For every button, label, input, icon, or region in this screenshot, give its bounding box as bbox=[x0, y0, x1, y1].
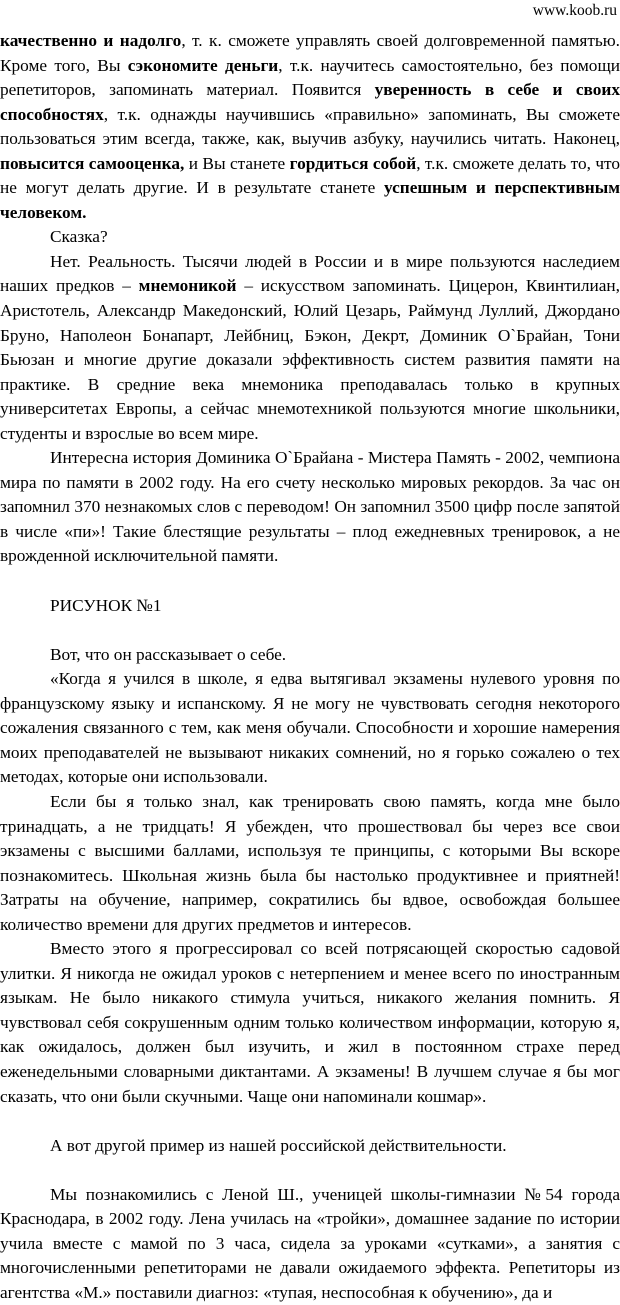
bold-phrase: повысится самооценка, bbox=[0, 153, 185, 173]
paragraph-obrien-history: Интересна история Доминика О`Брайана - Мистера Память - 2002, чемпиона мира по памяти в 2002 году. На его счету несколько мировых рекордов. За час он запомнил 370 незнакомых слов с переводом! Он запомнил 3500 цифр после запятой в числе «пи»! Такие блестящие результаты – плод ежедневных тренировок, а не врожденной исключительной памяти. bbox=[0, 448, 620, 566]
paragraph-quote-school: «Когда я учился в школе, я едва вытягивал экзамены нулевого уровня по французскому языку и испанскому. Я не могу не чувствовать сегодня некоторого сожаления связанного с тем, как меня обучали. Способности и хорошие намерения моих преподавателей не вызывают никаких сомнений, но я горько сожалею о тех методах, которые они использовали. bbox=[0, 669, 620, 787]
bold-phrase: мнемоникой bbox=[138, 276, 237, 296]
paragraph-benefits bbox=[0, 29, 620, 225]
bold-phrase: качественно и надолго bbox=[0, 31, 182, 50]
site-url-header[interactable]: www.koob.ru bbox=[532, 2, 617, 19]
bold-phrase: гордиться собой bbox=[289, 153, 417, 173]
bold-phrase: уверенность в себе и своих способностях bbox=[0, 80, 620, 124]
bold-phrase: успешным и перспективным человеком. bbox=[0, 178, 620, 222]
text-run: и Вы станете bbox=[184, 153, 290, 173]
paragraph-quote-snail: Вместо этого я прогрессировал со всей потрясающей скоростью садовой улитки. Я никогда не ожидал уроков с нетерпением и менее всего по иностранным языкам. Не было никакого стимула учиться, никакого желания помнить. Я чувствовал себя сокрушенным одним только количеством информации, которую я, как ожидалось, должен был изучить, и жил в постоянном страхе перед еженедельными словарными диктантами. А экзамены! В лучшем случае я бы мог сказать, что они были скучными. Чаще они напоминали кошмар». bbox=[0, 939, 620, 1106]
text-run: , т.к. научитесь самостоятельно, без помощи репетиторов, запоминать материал. Появится bbox=[0, 55, 620, 100]
paragraph-russian-example: А вот другой пример из нашей российской действительности. bbox=[50, 1135, 507, 1155]
paragraph-reality bbox=[0, 250, 620, 446]
paragraph-quote-if-only: Если бы я только знал, как тренировать свою память, когда мне было тринадцать, а не тридцать! Я убежден, что прошествовал бы через все свои экзамены с высшими баллами, используя те принципы, с которыми Вы вскоре познакомитесь. Школьная жизнь была бы настолько продуктивнее и приятней! Затраты на обучение, например, сократились бы вдвое, освобождая большее количество времени для других предметов и интересов. bbox=[0, 791, 620, 934]
bold-phrase: сэкономите деньги bbox=[127, 55, 279, 75]
paragraph-intro-quote: Вот, что он рассказывает о себе. bbox=[50, 644, 287, 664]
text-run: – искусством запоминать. Цицерон, Квинтилиан, Аристотель, Александр Македонский, Юлий Цезарь, Раймунд Луллий, Джордано Бруно, Наполеон Бонапарт, Лейбниц, Бэкон, Декрт, Доминик О`Брайан, Тони Бьюзан и многие другие доказали эффективность систем развития памяти на практике. В средние века мнемоника преподавалась только в крупных университетах Европы, а сейчас мнемотехникой пользуются многие школьники, студенты и взрослые во всем мире. bbox=[0, 276, 620, 443]
text-run: , т.к. однажды научившись «правильно» запоминать, Вы сможете пользоваться этим всегда, также, как, выучив азбуку, научились читать. Наконец, bbox=[0, 104, 620, 149]
text-run: , т.к. сможете делать то, что не могут делать другие. И в результате станете bbox=[0, 153, 620, 198]
document-body bbox=[0, 29, 620, 1305]
paragraph-lena: Мы познакомились с Леной Ш., ученицей школы-гимназии №54 города Краснодара, в 2002 году. Лена училась на «тройки», домашнее задание по истории учила вместе с мамой по 3 часа, сидела за уроками «сутками», а занятия с многочисленными репетиторами не давали ожидаемого эффекта. Репетиторы из агентства «М.» поставили диагноз: «тупая, неспособная к обучению», да и bbox=[0, 1184, 620, 1302]
figure-label: РИСУНОК №1 bbox=[50, 595, 162, 615]
text-run: , т. к. сможете управлять своей долговременной памятью. Кроме того, Вы bbox=[0, 31, 620, 75]
paragraph-fairy-tale-question: Сказка? bbox=[50, 227, 108, 247]
text-run: Нет. Реальность. Тысячи людей в России и в мире пользуются наследием наших предков – bbox=[0, 251, 620, 296]
